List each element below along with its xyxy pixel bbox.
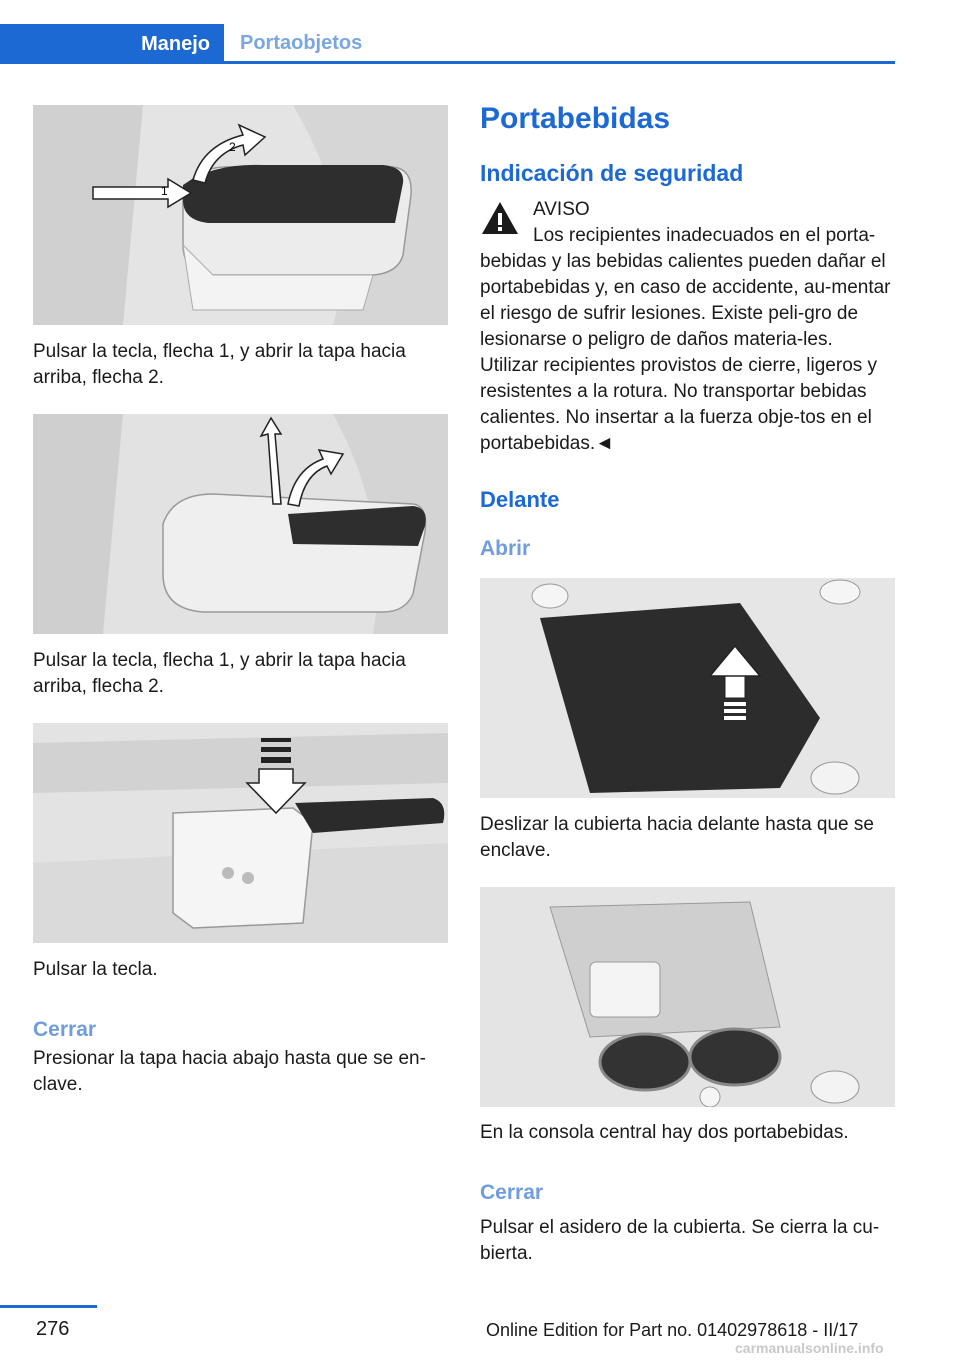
- caption-figure-1: Pulsar la tecla, flecha 1, y abrir la tapa hacia arriba, flecha 2.: [33, 341, 406, 388]
- figure-slide-cover: [480, 578, 895, 798]
- warning-text: Los recipientes inadecuados en el porta-bebidas y las bebidas calientes pueden dañar el portabebidas y, en caso de accidente, au-mentar el riesgo de sufrir lesiones. Existe peli-gro de lesionarse o peligro de daños materia-les. Utilizar recipientes provistos de cierre, ligeros y resistentes a la rotura. No transportar bebidas calientes. No insertar a la fuerza obje-tos en el portabebidas.◄: [480, 225, 891, 454]
- text-cerrar-right: Pulsar el asidero de la cubierta. Se cierra la cu-bierta.: [480, 1217, 880, 1264]
- page-header: [0, 24, 895, 62]
- figure-armrest-open-1: [33, 105, 448, 325]
- tab-portaobjetos[interactable]: Portaobjetos: [240, 31, 363, 54]
- arrow-label-2: 2: [229, 140, 236, 154]
- heading-cerrar-left: Cerrar: [33, 1018, 97, 1041]
- warning-label: AVISO: [533, 199, 590, 220]
- heading-safety: Indicación de seguridad: [480, 160, 744, 186]
- watermark: carmanualsonline.info: [735, 1340, 884, 1356]
- heading-cerrar-right: Cerrar: [480, 1181, 544, 1204]
- caption-slide-cover: Deslizar la cubierta hacia delante hasta que se enclave.: [480, 814, 874, 861]
- heading-delante: Delante: [480, 487, 560, 512]
- caption-cup-holders: En la consola central hay dos portabebidas.: [480, 1122, 849, 1143]
- page-title: Portabebidas: [480, 102, 671, 135]
- caption-figure-3: Pulsar la tecla.: [33, 959, 158, 980]
- button-illustration: [33, 723, 448, 943]
- cover-illustration: [480, 578, 895, 798]
- cupholder-illustration: [480, 887, 895, 1107]
- figure-press-button: [33, 723, 448, 943]
- armrest-illustration-1: [33, 105, 448, 325]
- caption-figure-2: Pulsar la tecla, flecha 1, y abrir la tapa hacia arriba, flecha 2.: [33, 650, 406, 697]
- page-number: 276: [36, 1318, 70, 1340]
- figure-armrest-open-2: [33, 414, 448, 634]
- page-number-rule: [0, 1305, 97, 1308]
- heading-abrir: Abrir: [480, 537, 531, 560]
- arrow-label-1: 1: [161, 184, 168, 198]
- text-cerrar-left: Presionar la tapa hacia abajo hasta que se en-clave.: [33, 1048, 426, 1095]
- armrest-illustration-2: [33, 414, 448, 634]
- edition-info: Online Edition for Part no. 01402978618 - II/17: [486, 1320, 859, 1340]
- tab-manejo[interactable]: Manejo: [0, 24, 224, 64]
- figure-cup-holders: [480, 887, 895, 1107]
